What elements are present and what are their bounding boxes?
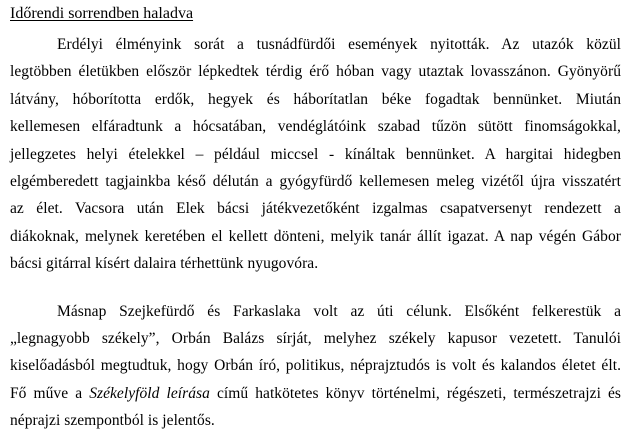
paragraph-2 [10,298,621,435]
paragraph-1-line-9: bácsi gitárral kísért dalaira térhettünk nyugovóra. [10,255,319,273]
paragraph-1-line-2: legtöbben életükben először lépkedtek térdig érő hóban vagy utaztak lovasszánon. Gyönyörű [10,63,621,81]
paragraph-1-line-3: látvány, hóborította erdők, hegyek és háborítatlan béke fogadtak bennünket. Miután [10,90,621,108]
paragraph-2-line-4 [10,380,621,407]
line-4-text-after: című hatkötetes könyv történelmi, régészeti, természetrajzi és [209,384,621,402]
paragraph-1-line-5: jellegzetes helyi ételekkel – például miccsel - kínáltak bennünket. A hargitai hidegben [10,145,621,163]
paragraph-2-line-1: Másnap Szejkefürdő és Farkaslaka volt az úti célunk. Elsőként felkerestük a [57,302,621,320]
section-heading: Időrendi sorrendben haladva [10,5,194,22]
paragraph-1-line-7: az élet. Vacsora után Elek bácsi játékvezetőként izgalmas csapatversenyt rendezett a [10,200,621,218]
paragraph-1-line-1: Erdélyi élményink sorát a tusnádfürdői események nyitották. Az utazók közül [57,36,621,53]
paragraph-2-line-2: „legnagyobb székely”, Orbán Balázs sírját, melyhez székely kapusor vezetett. Tanulói [10,330,621,348]
paragraph-1-line-8: diákoknak, melynek keretében el kellett dönteni, melyik tanár állít igazat. A nap végén Gábor [10,227,621,245]
paragraph-2-line-3: kiselőadásból megtudtuk, hogy Orbán író, politikus, néprajztudós is volt és kalandos életet élt. [10,357,621,375]
book-title: Székelyföld leírása [89,384,210,402]
line-4-text-before: Fő műve a [10,384,90,402]
paragraph-1 [10,31,621,278]
paragraph-1-line-6: elgémberedett tagjainkba késő délután a gyógyfürdő kellemesen meleg vizétől újra visszatért [10,173,621,191]
paragraph-2-line-5: néprajzi szempontból is jelentős. [10,412,215,430]
paragraph-1-line-4: kellemesen elfáradtunk a hócsatában, vendéglátóink szabad tűzön sütött finomságokkal, [10,118,621,136]
